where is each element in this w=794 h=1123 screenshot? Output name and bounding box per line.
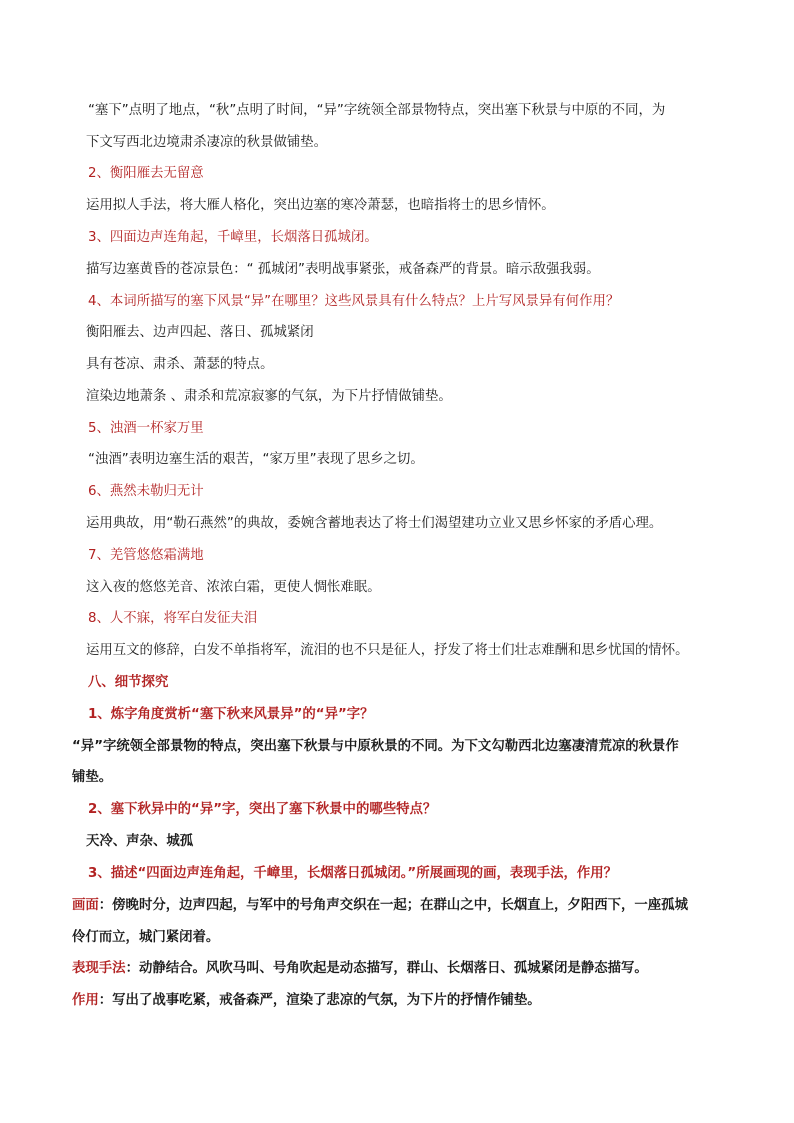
answer-4-line-3: 渲染边地萧条 、肃杀和荒凉寂寥的气氛，为下片抒情做铺垫。 <box>86 389 452 404</box>
scene-description-line-1 <box>72 896 712 916</box>
question-7: 7、羌管悠悠霜满地 <box>88 548 204 563</box>
technique-text: ：动静结合。风吹马叫、号角吹起是动态描写，群山、长烟落日、孤城紧闭是静态描写。 <box>125 961 648 976</box>
answer-7: 这入夜的悠悠羌音、浓浓白霜，更使人惆怅难眠。 <box>86 580 381 595</box>
section-heading: 八、细节探究 <box>88 675 169 690</box>
answer-4-line-2: 具有苍凉、肃杀、萧瑟的特点。 <box>86 357 274 372</box>
answer-line-2: 下文写西北边境肃杀凄凉的秋景做铺垫。 <box>86 135 328 150</box>
question-6: 6、燕然未勒归无计 <box>88 484 204 499</box>
question-4: 4、本词所描写的塞下风景“异”在哪里？这些风景具有什么特点？上片写风景异有何作用？ <box>88 294 620 309</box>
scene-description-line-2 <box>72 928 712 948</box>
scene-text: ：傍晚时分，边声四起，与军中的号角声交织在一起；在群山之中，长烟直上，夕阳西下，一座孤城 <box>98 898 688 913</box>
detail-answer-1-line-2: 铺垫。 <box>72 770 113 785</box>
technique-label: 表现手法 <box>72 961 126 976</box>
question-8: 8、人不寐，将军白发征夫泪 <box>88 611 258 626</box>
effect-line <box>72 991 712 1011</box>
detail-question-1: 1、炼字角度赏析“塞下秋来风景异”的“异”字？ <box>88 707 374 722</box>
detail-question-3: 3、描述“四面边声连角起，千嶂里，长烟落日孤城闭。”所展画现的画，表现手法，作用？ <box>88 866 618 881</box>
answer-6: 运用典故，用“勒石燕然”的典故，委婉含蓄地表达了将士们渴望建功立业又思乡怀家的矛盾心理。 <box>86 516 663 531</box>
answer-5: “浊酒”表明边塞生活的艰苦，“家万里”表现了思乡之切。 <box>88 452 424 467</box>
technique-line <box>72 959 712 979</box>
scene-text-continued: 伶仃而立，城门紧闭着。 <box>72 930 220 945</box>
effect-text: ：写出了战事吃紧，戒备森严，渲染了悲凉的气氛，为下片的抒情作铺垫。 <box>98 993 541 1008</box>
detail-question-2: 2、塞下秋异中的“异”字，突出了塞下秋景中的哪些特点？ <box>88 802 437 817</box>
answer-3: 描写边塞黄昏的苍凉景色：“ 孤城闭”表明战事紧张，戒备森严的背景。暗示敌强我弱。 <box>86 262 600 277</box>
detail-answer-2: 天冷、声杂、城孤 <box>86 834 194 849</box>
question-2: 2、衡阳雁去无留意 <box>88 166 204 181</box>
answer-line-1: “塞下”点明了地点，“秋”点明了时间，“异”字统领全部景物特点，突出塞下秋景与中原的不同，为 <box>88 103 666 118</box>
effect-label: 作用 <box>72 993 99 1008</box>
scene-label: 画面 <box>72 898 99 913</box>
question-5: 5、浊酒一杯家万里 <box>88 421 204 436</box>
answer-8: 运用互文的修辞，白发不单指将军，流泪的也不只是征人，抒发了将士们壮志难酬和思乡忧国的情怀。 <box>86 643 689 658</box>
answer-2: 运用拟人手法，将大雁人格化，突出边塞的寒冷萧瑟，也暗指将士的思乡情怀。 <box>86 198 555 213</box>
question-3: 3、四面边声连角起，千嶂里，长烟落日孤城闭。 <box>88 230 378 245</box>
detail-answer-1-line-1: “异”字统领全部景物的特点，突出塞下秋景与中原秋景的不同。为下文勾勒西北边塞凄清荒凉的秋景作 <box>72 739 679 754</box>
answer-4-line-1: 衡阳雁去、边声四起、落日、孤城紧闭 <box>86 325 314 340</box>
